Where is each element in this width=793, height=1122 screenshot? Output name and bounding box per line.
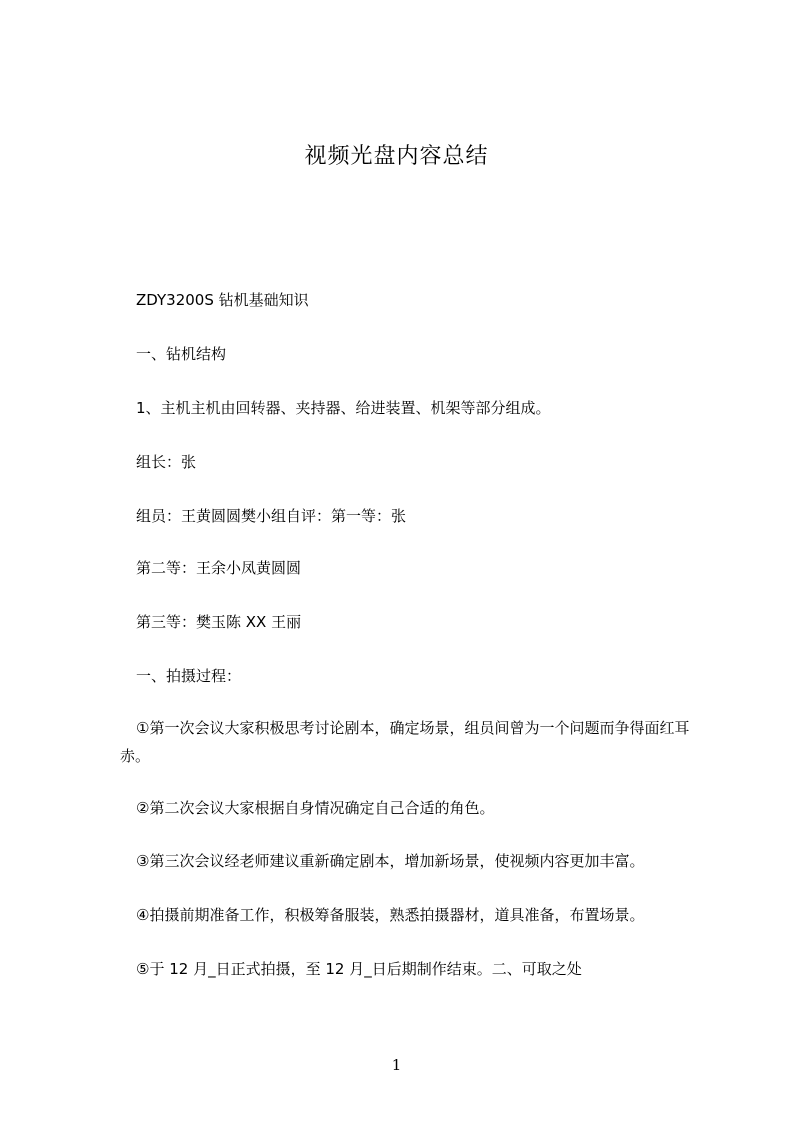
paragraph-second-rank: 第二等：王余小凤黄圆圆 <box>136 559 302 577</box>
paragraph-subject: ZDY3200S 钻机基础知识 <box>136 291 309 309</box>
paragraph-main-unit: 1、主机主机由回转器、夹持器、给进装置、机架等部分组成。 <box>136 399 551 417</box>
page-number: 1 <box>391 1056 402 1074</box>
paragraph-third-rank: 第三等：樊玉陈 XX 王丽 <box>136 613 302 631</box>
list-item-first-meeting: ①第一次会议大家积极思考讨论剧本，确定场景，组员间曾为一个问题而争得面红耳赤。 <box>120 719 690 765</box>
list-item-preparation: ④拍摄前期准备工作，积极筹备服装，熟悉拍摄器材，道具准备，布置场景。 <box>136 906 645 924</box>
paragraph-group-leader: 组长：张 <box>136 453 197 471</box>
list-item-schedule: ⑤于 12 月_日正式拍摄，至 12 月_日后期制作结束。二、可取之处 <box>136 960 582 978</box>
paragraph-group-members: 组员：王黄圆圆樊小组自评：第一等：张 <box>136 507 407 525</box>
document-title: 视频光盘内容总结 <box>304 144 489 169</box>
list-item-second-meeting: ②第二次会议大家根据自身情况确定自己合适的角色。 <box>136 799 495 817</box>
section-heading-structure: 一、钻机结构 <box>136 345 227 363</box>
list-item-third-meeting: ③第三次会议经老师建议重新确定剧本，增加新场景，使视频内容更加丰富。 <box>136 852 645 870</box>
section-heading-filming-process: 一、拍摄过程： <box>136 667 242 685</box>
